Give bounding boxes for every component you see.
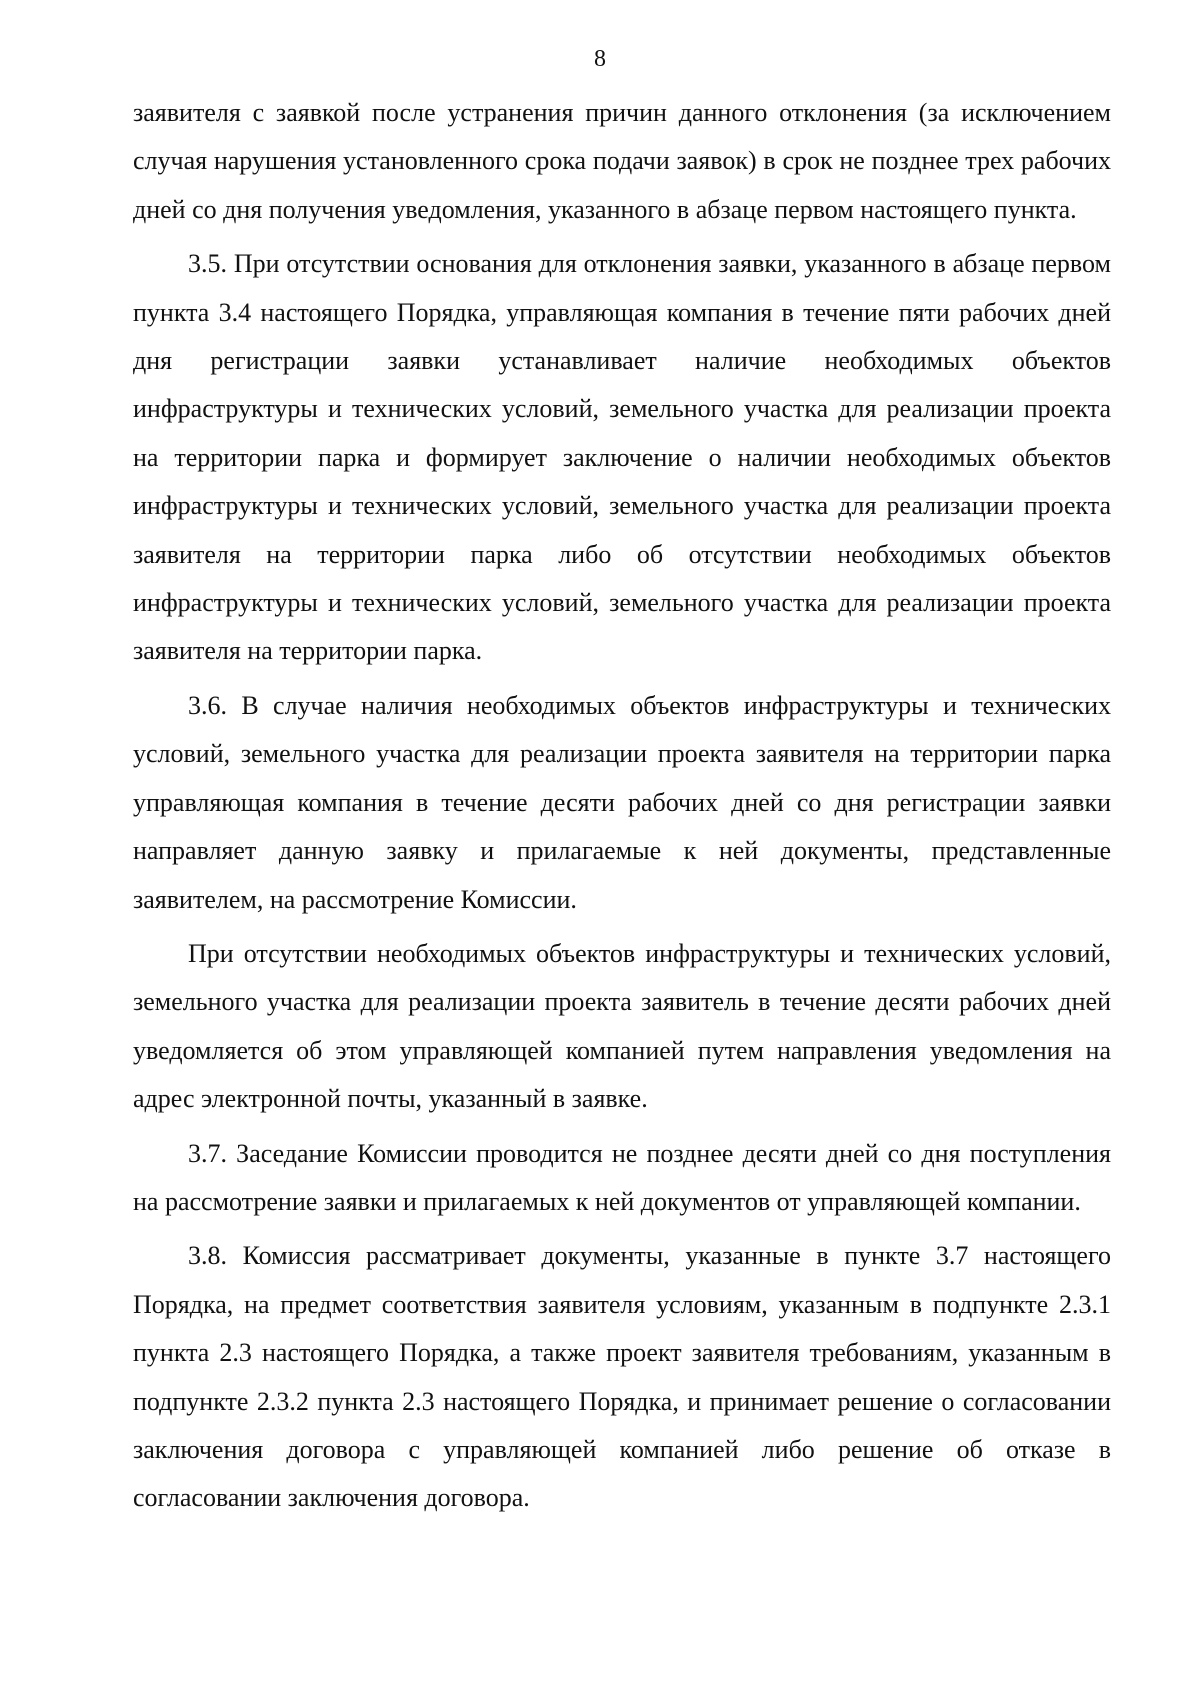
- paragraph-3-7: 3.7. Заседание Комиссии проводится не позднее десяти дней со дня поступления на рассмотрение заявки и прилагаемых к ней документов от управляющей компании.: [133, 1138, 1111, 1216]
- paragraph-3-6-second: При отсутствии необходимых объектов инфраструктуры и технических условий, земельного участка для реализации проекта заявитель в течение десяти рабочих дней уведомляется об этом управляющей компанией путем направления уведомления на адрес электронной почты, указанный в заявке.: [133, 938, 1111, 1114]
- paragraph-continuation: заявителя с заявкой после устранения причин данного отклонения (за исключением случая нарушения установленного срока подачи заявок) в срок не позднее трех рабочих дней со дня получения уведомления, указанного в абзаце первом настоящего пункта.: [133, 98, 1111, 224]
- page-number: 8: [594, 46, 606, 72]
- paragraph-3-5: 3.5. При отсутствии основания для отклонения заявки, указанного в абзаце первом пункта 3.4 настоящего Порядка, управляющая компания в течение пяти рабочих дней дня регистрации заявки устанавливает наличие необходимых объектов инфраструктуры и технических условий, земельного участка для реализации проекта на территории парка и формирует заключение о наличии необходимых объектов инфраструктуры и технических условий, земельного участка для реализации проекта заявителя на территории парка либо об отсутствии необходимых объектов инфраструктуры и технических условий, земельного участка для реализации проекта заявителя на территории парка.: [133, 249, 1111, 666]
- paragraph-3-6: 3.6. В случае наличия необходимых объектов инфраструктуры и технических условий, земельного участка для реализации проекта заявителя на территории парка управляющая компания в течение десяти рабочих дней со дня регистрации заявки направляет данную заявку и прилагаемые к ней документы, представленные заявителем, на рассмотрение Комиссии.: [133, 690, 1111, 914]
- paragraph-3-8: 3.8. Комиссия рассматривает документы, указанные в пункте 3.7 настоящего Порядка, на предмет соответствия заявителя условиям, указанным в подпункте 2.3.1 пункта 2.3 настоящего Порядка, а также проект заявителя требованиям, указанным в подпункте 2.3.2 пункта 2.3 настоящего Порядка, и принимает решение о согласовании заключения договора с управляющей компанией либо решение об отказе в согласовании заключения договора.: [133, 1241, 1111, 1513]
- document-body: [133, 89, 1111, 1523]
